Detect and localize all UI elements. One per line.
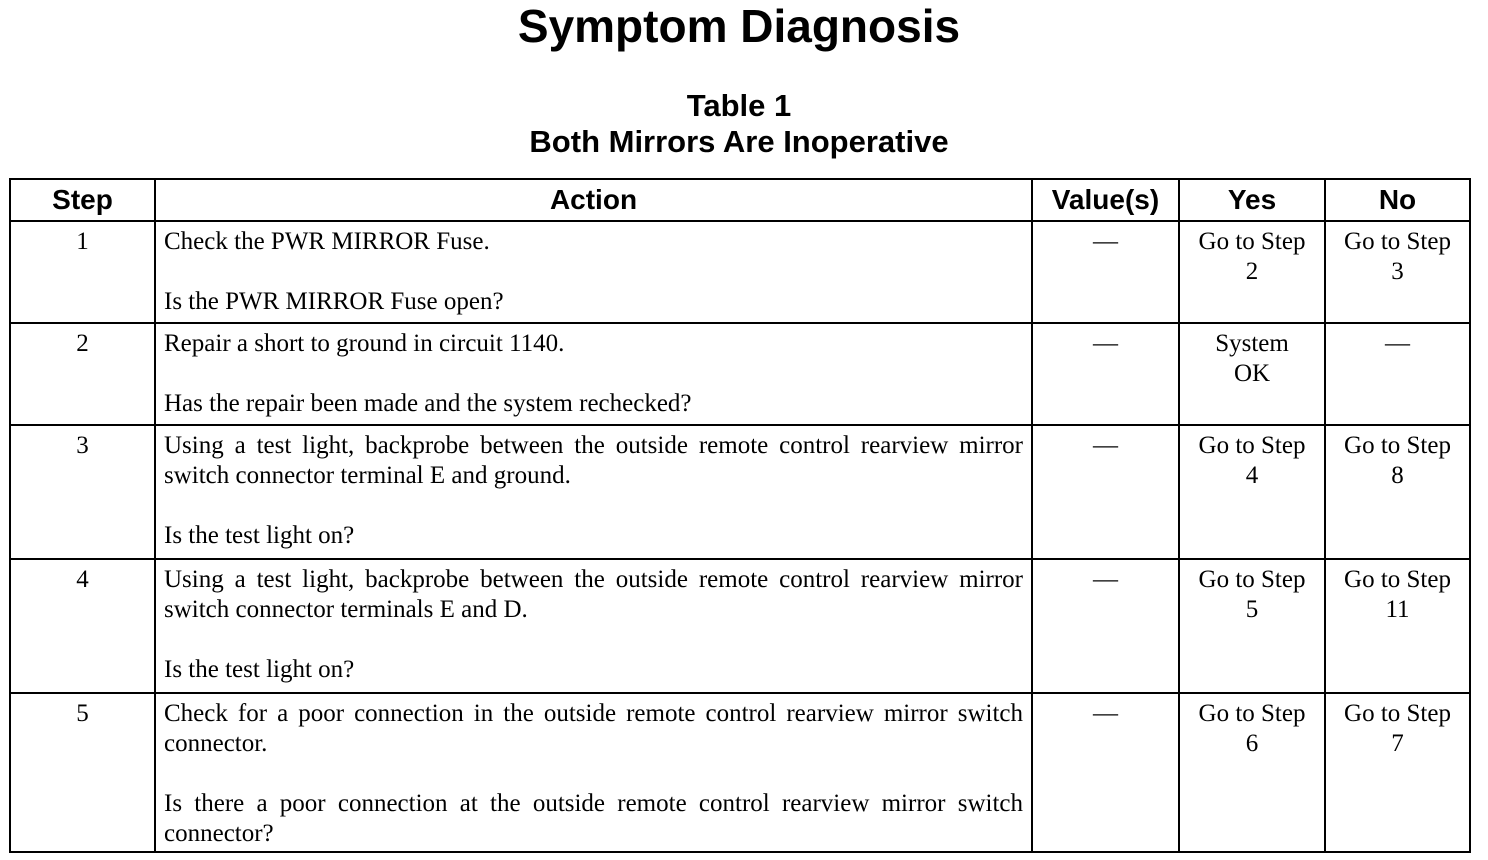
table-subtitle: Both Mirrors Are Inoperative	[529, 124, 949, 159]
table-header-row	[10, 179, 1470, 221]
table-row	[10, 693, 1470, 852]
table-row	[10, 425, 1470, 559]
no-line-1: —	[1385, 330, 1410, 357]
no-line-1: Go to Step	[1344, 566, 1451, 593]
table-number: Table 1	[686, 88, 792, 123]
no-line-2: 8	[1391, 462, 1404, 489]
step-number: 4	[10, 559, 155, 693]
yes-line-2: OK	[1233, 360, 1271, 387]
yes-line-2: 5	[1245, 596, 1259, 623]
action-cell	[155, 559, 1032, 693]
yes-cell	[1179, 693, 1325, 852]
yes-cell	[1179, 425, 1325, 559]
value-cell: —	[1032, 693, 1179, 852]
value-cell: —	[1032, 425, 1179, 559]
no-cell	[1325, 425, 1470, 559]
no-cell	[1325, 221, 1470, 323]
yes-line-2: 4	[1245, 462, 1259, 489]
header-step: Step	[10, 179, 155, 221]
yes-line-2: 2	[1245, 258, 1259, 285]
no-line-2: 3	[1391, 258, 1404, 285]
yes-cell	[1179, 559, 1325, 693]
yes-cell	[1179, 323, 1325, 425]
header-no: No	[1325, 179, 1470, 221]
page-title: Symptom Diagnosis	[517, 0, 961, 52]
action-text: Using a test light, backprobe between the outside remote control rearview mirror switch connector terminal E and ground.	[164, 432, 1023, 489]
action-cell	[155, 221, 1032, 323]
no-cell	[1325, 323, 1470, 425]
action-cell	[155, 323, 1032, 425]
yes-line-1: Go to Step	[1198, 566, 1306, 593]
question-text: Has the repair been made and the system rechecked?	[164, 390, 692, 417]
no-cell	[1325, 693, 1470, 852]
header-values: Value(s)	[1032, 179, 1179, 221]
yes-line-1: Go to Step	[1198, 432, 1306, 459]
action-cell	[155, 425, 1032, 559]
table-caption	[0, 88, 1478, 160]
no-line-2: 11	[1385, 596, 1410, 623]
header-action: Action	[155, 179, 1032, 221]
yes-cell	[1179, 221, 1325, 323]
action-text: Using a test light, backprobe between the outside remote control rearview mirror switch connector terminals E and D.	[164, 566, 1023, 623]
value-cell: —	[1032, 559, 1179, 693]
step-number: 2	[10, 323, 155, 425]
table-row	[10, 323, 1470, 425]
action-cell	[155, 693, 1032, 852]
question-text: Is there a poor connection at the outside remote control rearview mirror switch connector?	[164, 790, 1023, 847]
action-text: Repair a short to ground in circuit 1140.	[164, 330, 565, 357]
yes-line-1: System	[1215, 330, 1289, 357]
no-line-1: Go to Step	[1344, 432, 1451, 459]
no-line-2: 7	[1391, 730, 1404, 757]
table-row	[10, 559, 1470, 693]
yes-line-2: 6	[1245, 730, 1259, 757]
value-cell: —	[1032, 323, 1179, 425]
step-number: 5	[10, 693, 155, 852]
yes-line-1: Go to Step	[1198, 700, 1306, 727]
value-cell: —	[1032, 221, 1179, 323]
table-row	[10, 221, 1470, 323]
action-text: Check the PWR MIRROR Fuse.	[164, 228, 490, 255]
no-line-1: Go to Step	[1344, 700, 1451, 727]
step-number: 1	[10, 221, 155, 323]
yes-line-1: Go to Step	[1198, 228, 1306, 255]
diagnosis-table	[9, 178, 1471, 853]
header-yes: Yes	[1179, 179, 1325, 221]
no-line-1: Go to Step	[1344, 228, 1451, 255]
no-cell	[1325, 559, 1470, 693]
question-text: Is the test light on?	[164, 656, 355, 683]
question-text: Is the PWR MIRROR Fuse open?	[164, 288, 504, 315]
question-text: Is the test light on?	[164, 522, 355, 549]
action-text: Check for a poor connection in the outside remote control rearview mirror switch connector.	[164, 700, 1023, 757]
step-number: 3	[10, 425, 155, 559]
